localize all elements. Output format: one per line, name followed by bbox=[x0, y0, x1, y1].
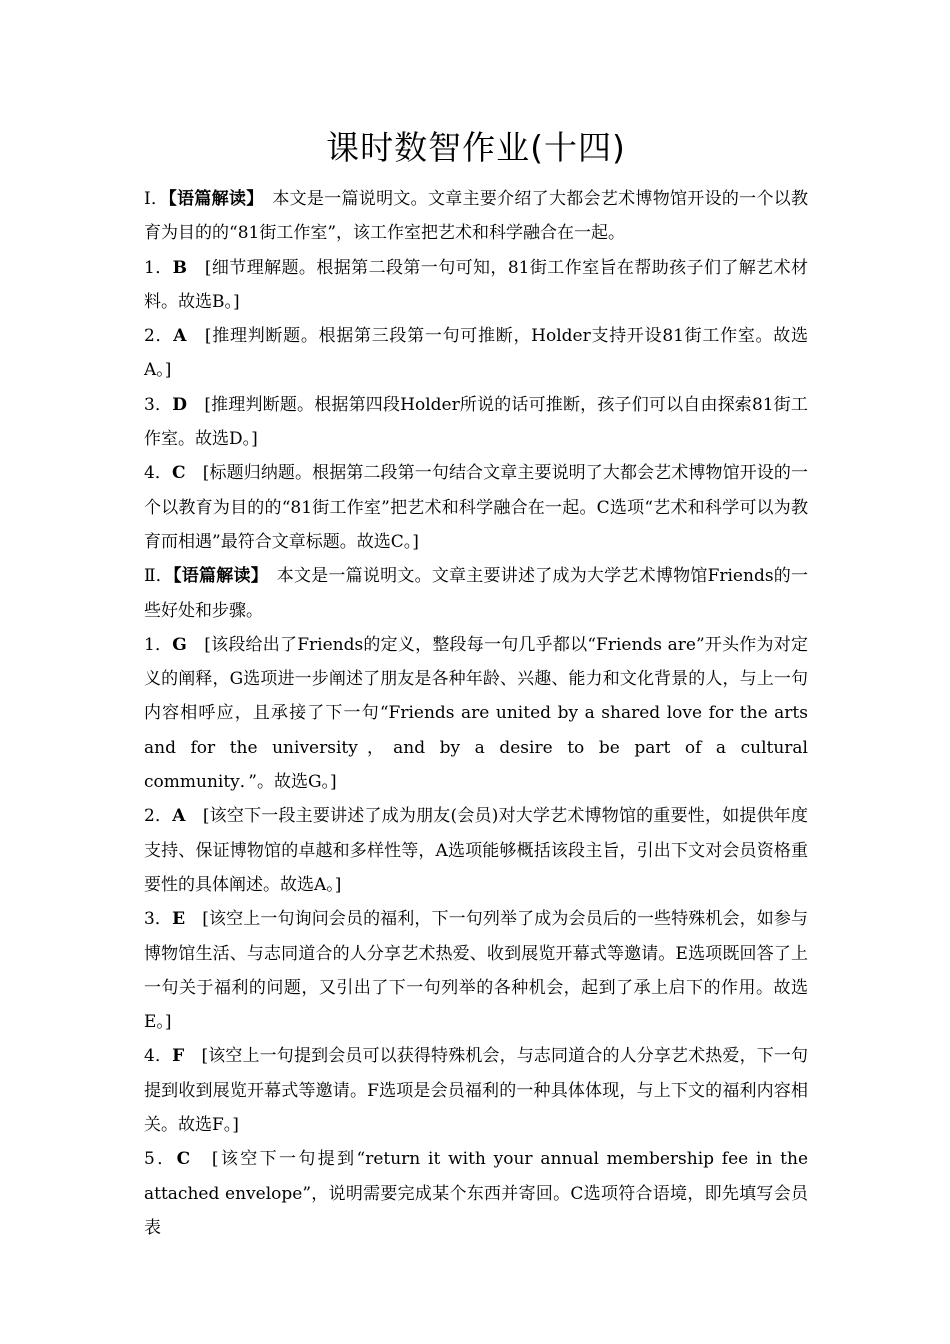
answer-number: 3． bbox=[144, 394, 173, 415]
answer-letter: G bbox=[172, 634, 187, 655]
answer-explanation: [标题归纳题。根据第二段第一句结合文章主要说明了大都会艺术博物馆开设的一个以教育为目的的“81街工作室”把艺术和科学融合在一起。C选项“艺术和科学可以为教育而相遇”最符合文章标题。故选C。] bbox=[144, 463, 809, 552]
answer-letter: D bbox=[172, 394, 187, 415]
section-1-header: 【语篇解读】 bbox=[168, 189, 256, 209]
answer-explanation: [该段给出了Friends的定义，整段每一句几乎都以“Friends are”开头作为对定义的阐释，G选项进一步阐述了朋友是各种年龄、兴趣、能力和文化背景的人，与上一句内容相呼应，且承接了下一句“Friends are united by a shared love for the arts and for the university，and by a desire to be part of a cultural community．”。故选G。] bbox=[144, 634, 808, 793]
answer-1-1 bbox=[144, 251, 808, 320]
answer-explanation: [该空下一段主要讲述了成为朋友(会员)对大学艺术博物馆的重要性，如提供年度支持、保证博物馆的卓越和多样性等，A选项能够概括该段主旨，引出下文对会员资格重要性的具体阐述。故选A。] bbox=[144, 806, 808, 895]
answer-number: 2． bbox=[144, 806, 173, 827]
answer-explanation: [该空上一句询问会员的福利，下一句列举了成为会员后的一些特殊机会，如参与博物馆生活、与志同道合的人分享艺术热爱、收到展览开幕式等邀请。E选项既回答了上一句关于福利的问题，又引出了下一句列举的各种机会，起到了承上启下的作用。故选E。] bbox=[144, 909, 808, 1033]
section-2-header: 【语篇解读】 bbox=[173, 566, 260, 587]
answer-explanation: [细节理解题。根据第二段第一句可知，81街工作室旨在帮助孩子们了解艺术材料。故选B。] bbox=[144, 257, 809, 312]
answer-number: 4． bbox=[144, 1046, 173, 1067]
answer-1-2 bbox=[144, 319, 808, 388]
section-1-number: Ⅰ． bbox=[144, 189, 169, 209]
answer-number: 1． bbox=[144, 257, 173, 278]
answer-explanation: [该空上一句提到会员可以获得特殊机会，与志同道合的人分享艺术热爱，下一句提到收到展览开幕式等邀请。F选项是会员福利的一种具体体现，与上下文的福利内容相关。故选F。] bbox=[144, 1046, 808, 1136]
answer-2-5 bbox=[144, 1142, 808, 1245]
answer-2-1 bbox=[144, 628, 808, 799]
section-2-body: 本文是一篇说明文。文章主要讲述了成为大学艺术博物馆Friends的一些好处和步骤。 bbox=[144, 566, 809, 621]
answer-explanation: [推理判断题。根据第三段第一句可推断，Holder支持开设81街工作室。故选A。] bbox=[144, 326, 808, 381]
answer-1-3 bbox=[144, 388, 808, 457]
answer-letter: C bbox=[176, 1149, 191, 1170]
section-1-intro bbox=[144, 182, 808, 251]
answer-letter: E bbox=[172, 909, 186, 930]
answer-number: 5． bbox=[144, 1149, 177, 1170]
document-page bbox=[144, 118, 808, 1245]
answer-letter: F bbox=[172, 1046, 185, 1067]
answer-letter: B bbox=[172, 257, 188, 278]
answer-explanation: [推理判断题。根据第四段Holder所说的话可推断，孩子们可以自由探索81街工作室。故选D。] bbox=[144, 394, 808, 450]
answer-number: 3． bbox=[144, 909, 173, 930]
answer-number: 4． bbox=[144, 463, 173, 484]
section-1-body: 本文是一篇说明文。文章主要介绍了大都会艺术博物馆开设的一个以教育为目的的“81街工作室”，该工作室把艺术和科学融合在一起。 bbox=[144, 189, 809, 244]
answer-letter: A bbox=[173, 326, 187, 347]
answer-letter: A bbox=[172, 806, 186, 827]
answer-2-2 bbox=[144, 799, 808, 902]
page-title: 课时数智作业(十四) bbox=[326, 128, 626, 167]
answer-letter: C bbox=[172, 463, 186, 484]
answer-2-3 bbox=[144, 902, 808, 1039]
answer-1-4 bbox=[144, 456, 808, 559]
answer-2-4 bbox=[144, 1039, 808, 1142]
answer-explanation: [该空下一句提到“return it with your annual membership fee in the attached envelope”，说明需要完成某个东西并寄回。C选项符合语境，即先填写会员表 bbox=[144, 1149, 809, 1238]
answer-number: 2． bbox=[144, 326, 174, 347]
section-2-number: Ⅱ． bbox=[144, 566, 174, 587]
section-2-intro bbox=[144, 559, 808, 628]
answer-number: 1． bbox=[144, 634, 173, 655]
